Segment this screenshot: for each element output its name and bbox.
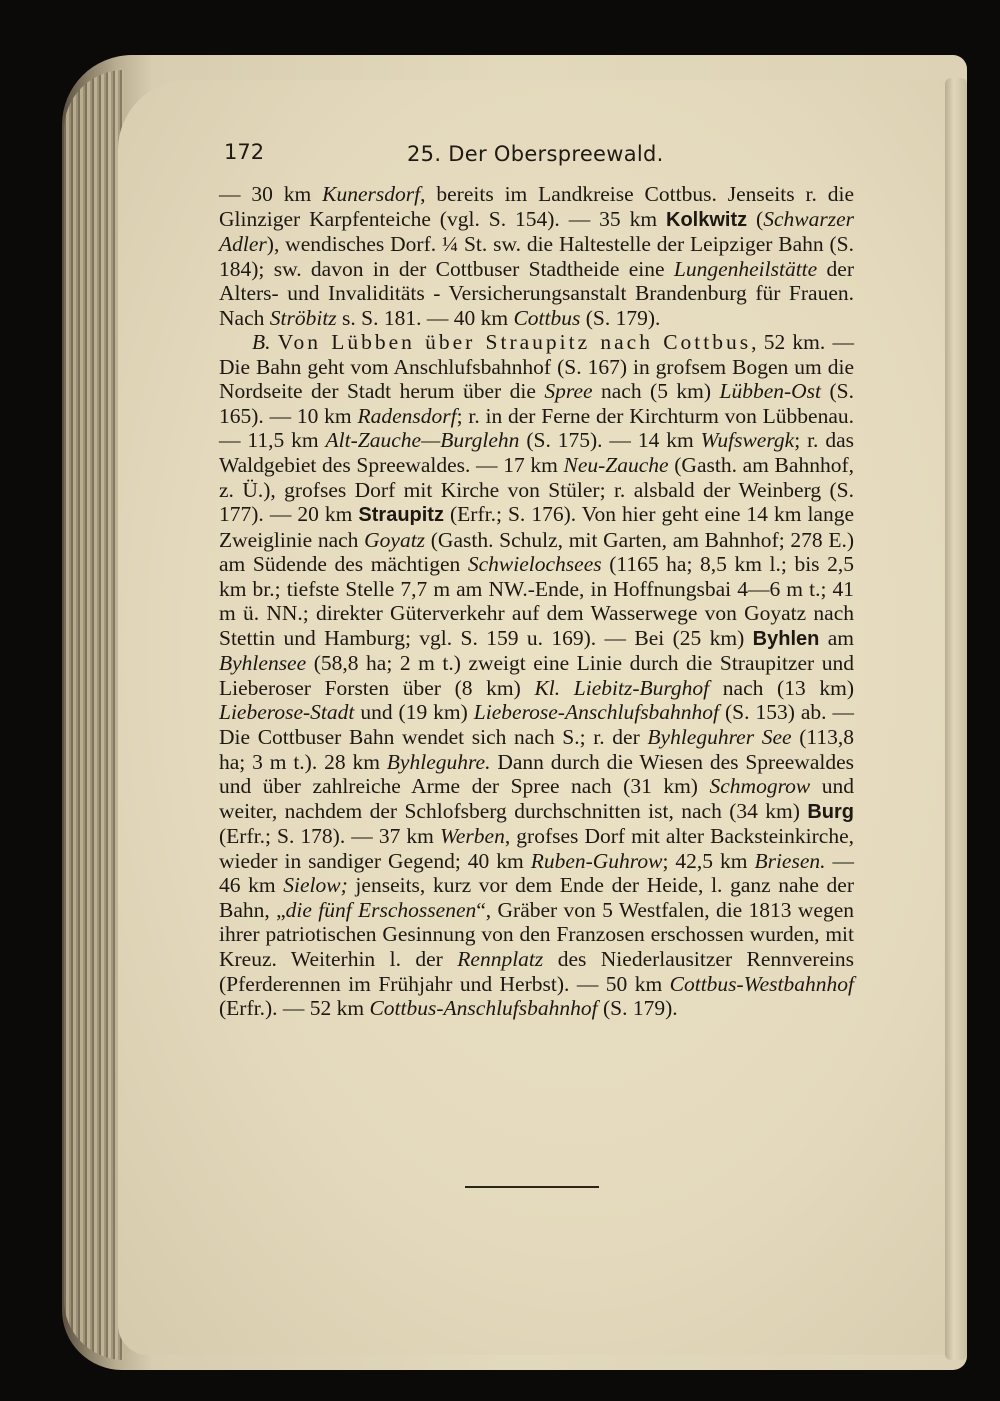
text-run: Alt-Zauche—Burglehn [325, 428, 520, 453]
text-run: Ströbitz [269, 305, 337, 330]
text-run: Byhleguhrer See [647, 725, 792, 750]
text-run: (S. 179). [597, 996, 678, 1021]
text-run: (Erfr.; S. 178). — 37 km [219, 824, 440, 849]
text-run: des Niederlausitzer Rennvereins (Pferderennen im Frühjahr und Herbst). — 50 km [219, 946, 854, 996]
text-run: nach (13 km) [709, 675, 854, 700]
text-run: (Erfr.). — 52 km [219, 996, 370, 1021]
text-run: Byhlen [752, 627, 820, 650]
text-run: Briesen. [754, 848, 826, 873]
text-run: jenseits, kurz vor dem Ende der Heide, l. ganz nahe der Bahn, „ [219, 873, 854, 922]
text-run: (1165 ha; 8,5 km l.; bis 2,5 km br.; tiefste Stelle 7,7 m am NW.-Ende, in Hoffnungsbai 4—6 m t.; 41 m ü. NN.; direkter Güterverkehr auf dem Wasserwege von Goyatz nach Stettin und Hamburg; vgl. S. 159 u. 169). — Bei (25 km) [219, 552, 854, 650]
text-run: ( [747, 206, 764, 231]
text-run: B. [252, 330, 271, 355]
page-stack-edges [64, 70, 124, 1360]
text-run: Schwarzer Adler [219, 206, 854, 257]
text-run: (Gasth. Schulz, mit Garten, am Bahnhof; 278 E.) am Südende des mächtigen [219, 527, 855, 577]
paragraph-route-b [219, 330, 854, 1020]
text-run: Byhleguhre. [386, 749, 491, 774]
text-run: Schwielochsees [467, 552, 602, 577]
text-run: Lieberose-Anschlufsbahnhof [473, 700, 720, 725]
text-run: der Alters- und Invaliditäts - Versicherungsanstalt Brandenburg für Frauen. Nach [219, 256, 854, 330]
text-run: (113,8 ha; 3 m t.). 28 km [219, 725, 854, 774]
text-run: Schmogrow [709, 774, 811, 799]
page-number: 172 [224, 140, 265, 164]
text-run: die fünf Erschossenen [285, 897, 477, 922]
text-run: Ruben-Guhrow [530, 848, 663, 873]
text-run: ), wendisches Dorf. ¼ St. sw. die Haltestelle der Leipziger Bahn (S. 184); sw. davon in der Cottbuser Stadtheide eine [219, 232, 854, 281]
text-run: Dann durch die Wiesen des Spreewaldes und über zahlreiche Arme der Spree nach (31 km) [219, 749, 854, 799]
text-run: Lungenheilstätte [673, 256, 818, 281]
text-run: Werben [439, 824, 505, 849]
text-run: (58,8 ha; 2 m t.) zweigt eine Linie durch die Straupitzer und Lieberoser Forsten über (8 km) [219, 651, 854, 700]
text-run: ; 42,5 km [662, 848, 755, 873]
text-run: Cottbus-Westbahnhof [669, 971, 854, 996]
text-run: Lieberose-Stadt [219, 700, 355, 725]
text-run: — 46 km [219, 848, 854, 898]
page-gutter [945, 78, 967, 1360]
text-run: ; r. das Waldgebiet des Spreewaldes. — 17 km [219, 428, 855, 478]
text-run [271, 330, 278, 354]
text-run: Neu-Zauche [563, 453, 669, 478]
text-run: Kunersdorf [322, 182, 421, 206]
text-run: “, Gräber von 5 Westfalen, die 1813 wegen ihrer patriotischen Gesinnung von den Franzosen erschossen wurden, mit Kreuz. Weiterhin l. der [219, 897, 854, 971]
text-run: Cottbus [513, 305, 581, 330]
text-run: und weiter, nachdem der Schlofsberg durchschnitten ist, nach (34 km) [219, 774, 855, 823]
text-run: und (19 km) [354, 700, 474, 725]
paragraph-kunersdorf [219, 182, 854, 330]
text-run: Spree [544, 379, 593, 404]
body-text [219, 182, 854, 1021]
section-rule [465, 1186, 599, 1188]
text-run: Wufswergk [700, 428, 795, 453]
text-run: , grofses Dorf mit alter Backsteinkirche, wieder in sandiger Gegend; 40 km [219, 824, 854, 873]
text-run: (S. 175). — 14 km [519, 428, 701, 453]
text-run: am [819, 625, 854, 650]
text-run: Goyatz [364, 527, 426, 552]
text-run: nach (5 km) [592, 379, 720, 404]
text-run: Kl. Liebitz-Burghof [534, 675, 710, 700]
text-run: Radensdorf [357, 403, 457, 428]
text-run: Straupitz [358, 504, 444, 527]
text-run: , 52 km. — Die Bahn geht vom Anschlufsbahnhof (S. 167) in grofsem Bogen um die Nordseite der Stadt herum über die [219, 330, 854, 404]
text-run: Kolkwitz [666, 208, 748, 231]
text-run: Von Lübben über Straupitz nach Cottbus [277, 330, 752, 355]
text-run: Byhlensee [219, 651, 307, 676]
text-run: Sielow; [283, 873, 348, 898]
text-run: (S. 153) ab. — Die Cottbuser Bahn wendet sich nach S.; r. der [219, 700, 854, 750]
text-run: Cottbus-Anschlufsbahnhof [369, 996, 598, 1021]
text-run: (S. 165). — 10 km [219, 379, 854, 428]
text-run: (Erfr.; S. 176). Von hier geht eine 14 km lange Zweiglinie nach [219, 502, 855, 552]
text-run: (Gasth. am Bahnhof, z. Ü.), grofses Dorf mit Kirche von Stüler; r. alsbald der Weinberg (S. 177). — 20 km [219, 453, 854, 527]
text-run: Burg [807, 800, 854, 823]
text-run: s. S. 181. — 40 km [336, 305, 514, 330]
text-run: Rennplatz [457, 946, 544, 971]
text-run: , bereits im Landkreise Cottbus. Jenseits r. die Glinziger Karpfenteiche (vgl. S. 154). — 35 km [219, 182, 854, 231]
text-run: ; r. in der Ferne der Kirchturm von Lübbenau. — 11,5 km [219, 403, 854, 453]
text-run: — 30 km [219, 182, 323, 206]
text-run: Lübben-Ost [719, 379, 822, 404]
text-run: (S. 179). [580, 305, 661, 330]
running-title: 25. Der Oberspreewald. [407, 142, 664, 166]
